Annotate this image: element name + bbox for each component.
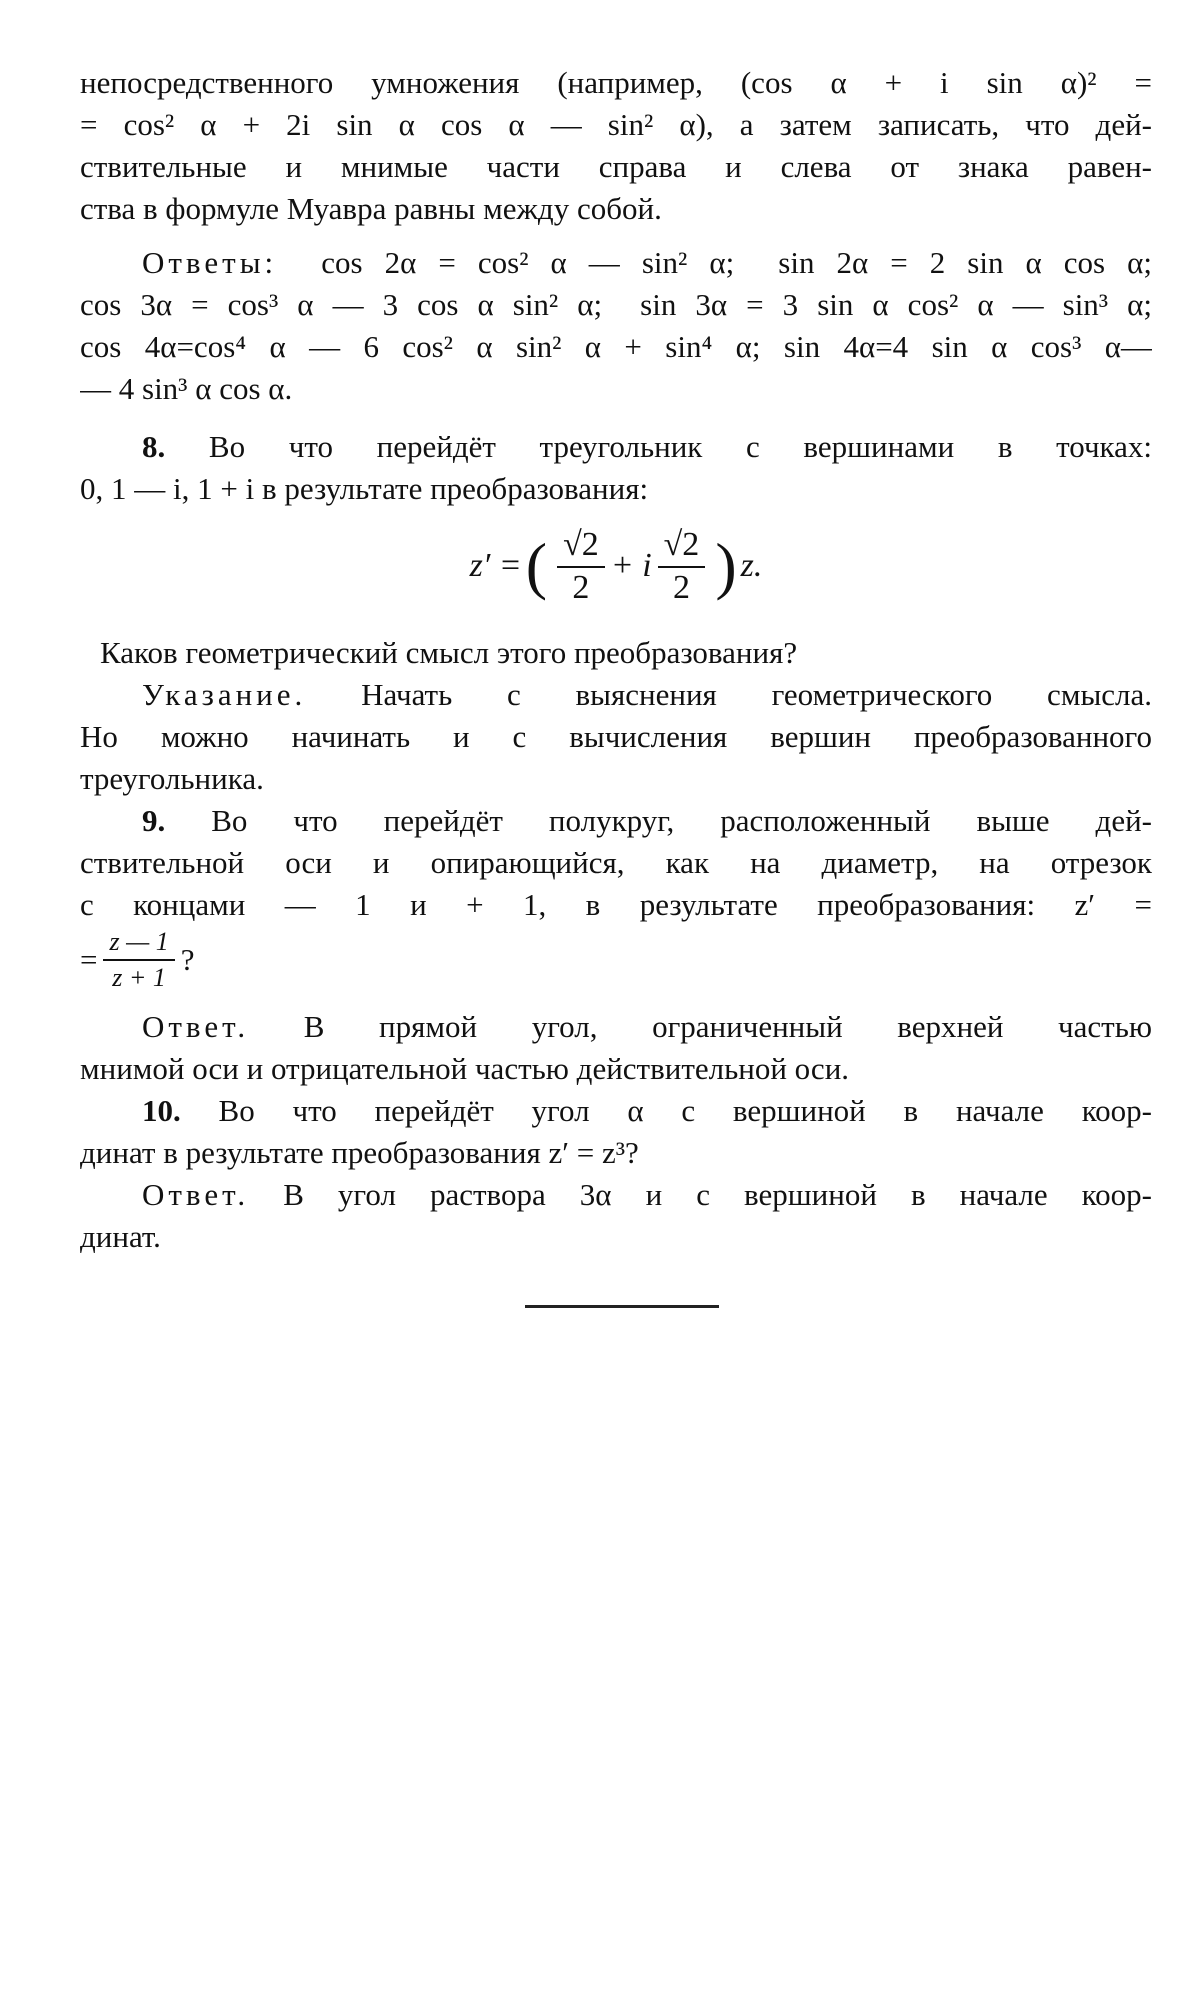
problem-number: 10.	[142, 1093, 181, 1128]
hint-line	[80, 674, 1152, 716]
answers-line: — 4 sin³ α cos α.	[80, 371, 293, 406]
answers-line	[80, 242, 1152, 284]
hint-line: треугольника.	[80, 761, 264, 796]
answer-label: Ответ.	[142, 1009, 250, 1044]
problem-text: Во что перейдёт угол α с вершиной в начале коор-	[218, 1093, 1152, 1128]
answers-label: Ответы:	[142, 245, 278, 280]
answer-label: Ответ.	[142, 1177, 250, 1212]
hint-line: Но можно начинать и с вычисления вершин преобразованного	[80, 719, 1152, 754]
formula-plus-i: + i	[610, 547, 652, 584]
book-page	[80, 62, 1152, 1258]
fraction-denominator: z + 1	[112, 963, 166, 992]
problem-number: 8.	[142, 429, 166, 464]
formula-close-paren: )	[715, 530, 737, 601]
answer-text: В угол раствора 3α и с вершиной в начале коор-	[283, 1177, 1152, 1212]
formula-equals: =	[80, 942, 98, 977]
paragraph-line: = cos² α + 2i sin α cos α — sin² α), а затем записать, что дей-	[80, 107, 1152, 142]
problem-10-line	[80, 1090, 1152, 1132]
fraction-denominator: 2	[672, 569, 690, 606]
fraction-sqrt2-over-2	[658, 526, 706, 606]
section-end-rule	[525, 1305, 719, 1308]
formula-question-mark: ?	[180, 942, 195, 977]
paragraph-line: непосредственного умножения (например, (cos α + i sin α)² =	[80, 65, 1152, 100]
answers-text: cos 2α = cos² α — sin² α; sin 2α = 2 sin α cos α;	[321, 245, 1152, 280]
answers-line: cos 3α = cos³ α — 3 cos α sin² α; sin 3α = 3 sin α cos² α — sin³ α;	[80, 287, 1152, 322]
answer-line	[80, 1174, 1152, 1216]
problem-8-question: Каков геометрический смысл этого преобразования?	[100, 635, 798, 670]
fraction-z-minus-1-over-z-plus-1	[103, 927, 174, 993]
formula-rhs: z.	[740, 547, 763, 584]
answer-line: динат.	[80, 1219, 161, 1254]
fraction-sqrt2-over-2	[557, 526, 605, 606]
transformation-formula	[80, 518, 1152, 614]
problem-9-line: с концами — 1 и + 1, в результате преобразования: z′ =	[80, 887, 1152, 922]
fraction-numerator: z — 1	[103, 927, 174, 961]
fraction-numerator: √2	[557, 526, 605, 568]
fraction-denominator: 2	[572, 569, 590, 606]
paragraph-line: ства в формуле Муавра равны между собой.	[80, 191, 662, 226]
problem-8-line	[80, 426, 1152, 468]
answer-text: В прямой угол, ограниченный верхней частью	[303, 1009, 1152, 1044]
formula-lhs: z′ =	[469, 547, 522, 584]
hint-label: Указание.	[142, 677, 307, 712]
fraction-numerator: √2	[658, 526, 706, 568]
paragraph-line: ствительные и мнимые части справа и слева от знака равен-	[80, 149, 1152, 184]
problem-8-line: 0, 1 — i, 1 + i в результате преобразования:	[80, 471, 649, 506]
answers-line: cos 4α=cos⁴ α — 6 cos² α sin² α + sin⁴ α; sin 4α=4 sin α cos³ α—	[80, 329, 1152, 364]
answer-line: мнимой оси и отрицательной частью действительной оси.	[80, 1051, 850, 1086]
problem-text: Во что перейдёт полукруг, расположенный выше дей-	[211, 803, 1152, 838]
problem-9-line: ствительной оси и опирающийся, как на диаметр, на отрезок	[80, 845, 1152, 880]
hint-text: Начать с выяснения геометрического смысла.	[361, 677, 1152, 712]
problem-9-formula	[80, 926, 1152, 994]
problem-9-line	[80, 800, 1152, 842]
formula-open-paren: (	[525, 530, 548, 601]
problem-number: 9.	[142, 803, 166, 838]
problem-text: Во что перейдёт треугольник с вершинами в точках:	[208, 429, 1152, 464]
answer-line	[80, 1006, 1152, 1048]
problem-10-line: динат в результате преобразования z′ = z³?	[80, 1135, 639, 1170]
